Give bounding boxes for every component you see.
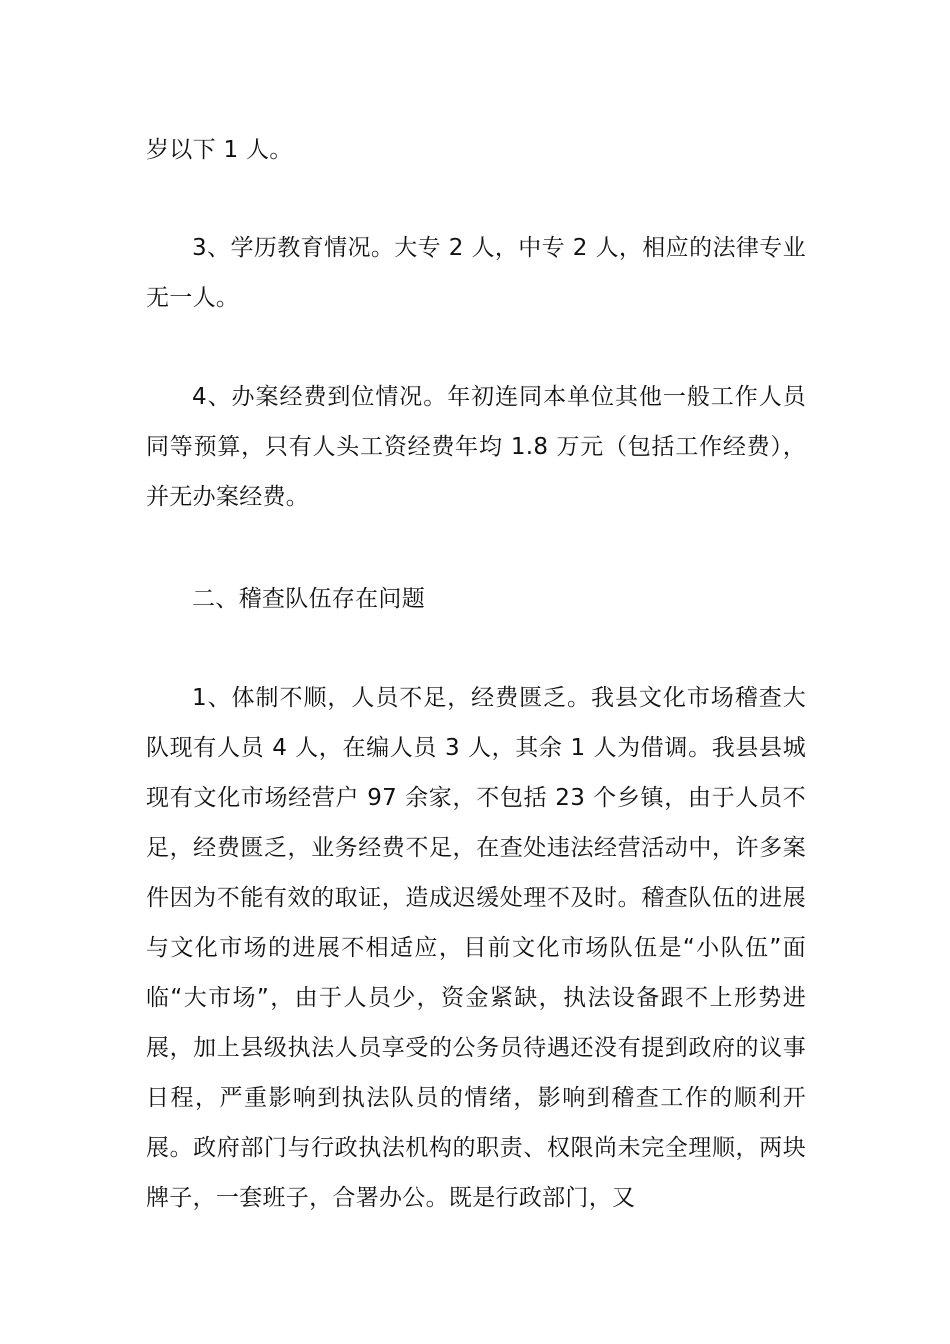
section-heading-problems: 二、稽查队伍存在问题 [192, 586, 425, 612]
paragraph-funding: 4、办案经费到位情况。年初连同本单位其他一般工作人员同等预算，只有人头工资经费年均 1.8 万元（包括工作经费），并无办案经费。 [146, 384, 806, 510]
paragraph-education: 3、学历教育情况。大专 2 人，中专 2 人，相应的法律专业无一人。 [146, 235, 806, 311]
paragraph-age-continuation: 岁以下 1 人。 [146, 137, 293, 163]
paragraph-system-issues: 1、体制不顺，人员不足，经费匮乏。我县文化市场稽查大队现有人员 4 人，在编人员 3 人，其余 1 人为借调。我县县城现有文化市场经营户 97 余家，不包括 23 个乡镇，由于人员不足，经费匮乏，业务经费不足，在查处违法经营活动中，许多案件因为不能有效的取证，造成迟缓处理不及时。稽查队伍的进展与文化市场的进展不相适应，目前文化市场队伍是“小队伍”面临“大市场”，由于人员少，资金紧缺，执法设备跟不上形势进展，加上县级执法人员享受的公务员待遇还没有提到政府的议事日程，严重影响到执法队员的情绪，影响到稽查工作的顺利开展。政府部门与行政执法机构的职责、权限尚未完全理顺，两块牌子，一套班子，合署办公。既是行政部门，又 [146, 685, 806, 1211]
